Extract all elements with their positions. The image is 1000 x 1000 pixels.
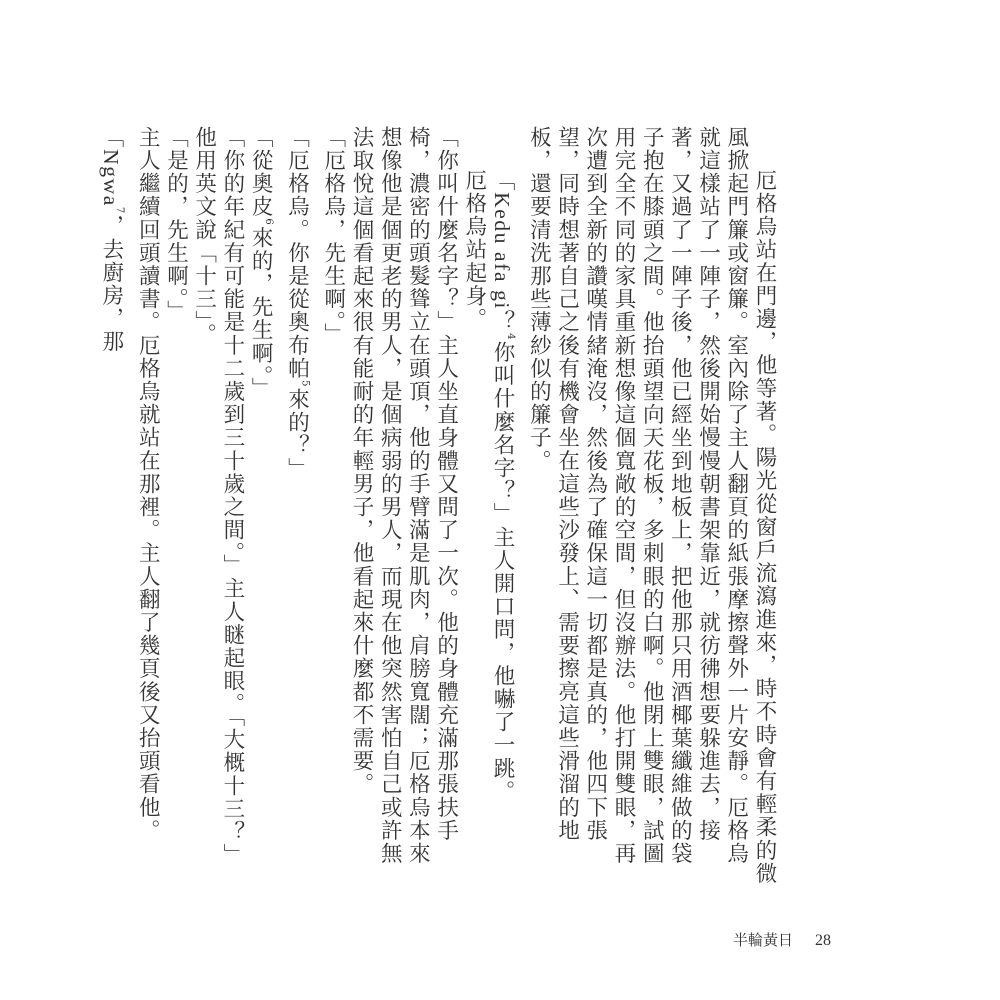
- paragraph-6-text: 「厄格烏。你是從奧布帕: [284, 126, 310, 381]
- page-number: 28: [815, 932, 832, 949]
- paragraph-7: [246, 126, 282, 886]
- question-mark: ？: [490, 310, 516, 334]
- paragraph-8: 「你的年紀有可能是十二歲到三十歲之間。」主人瞇起眼。「大概十三？」他用英文說「十三」。: [191, 126, 245, 867]
- footnote-marker-4[interactable]: 4: [505, 333, 517, 342]
- igbo-word: Ngwa: [98, 149, 123, 207]
- paragraph-6: [282, 126, 318, 886]
- paragraph-3: 厄格烏站起身。: [461, 169, 487, 331]
- footnote-marker-5[interactable]: 5: [299, 380, 311, 389]
- paragraph-4: 「你叫什麼名字？」主人坐直身體又問了一次。他的身體充滿那張扶手椅，濃密的頭髮聳立在頭頂，他的手臂滿是肌肉，肩膀寬闊；厄格烏本來想像他是個更老的男人，是個病弱的男人，而現在他突然害怕自己或許無法取悅這個看起來很有能耐的年輕男子，他看起來什麼都不需要。: [349, 126, 459, 866]
- paragraph-10-text: 主人繼續回頭讀書。厄格烏就站在那裡。主人翻了幾頁後又抬頭看他。「: [98, 126, 161, 843]
- footnote-marker-6[interactable]: 6: [263, 218, 275, 227]
- paragraph-10: [97, 126, 162, 886]
- paragraph-1: 厄格烏站在門邊，他等著。陽光從窗戶流瀉進來，時不時會有輕柔的微風掀起門簾或窗簾。室內除了主人翻頁的紙張摩擦聲外一片安靜。厄格烏就這樣站了一陣子，然後開始慢慢朝書架靠近，就彷彿想要躲進去，接著，又過了一陣子後，他已經坐到地板上，把他那只用酒椰葉纖維做的袋子抱在膝頭之間。他抬頭望向天花板，多刺眼的白啊。他閉上雙眼，試圖用完全不同的家具重新想像這個寬敞的空間，但沒辦法。他打開雙眼，再次遭到全新的讚嘆情緒淹沒，然後為了確保這一切都是真的，他四下張望，同時想著自己之後有機會坐在這些沙發上、需要擦亮這些滑溜的地板，還要清洗那些薄紗似的簾子。: [526, 126, 777, 886]
- quote-open: 「: [490, 169, 516, 193]
- vertical-text-body: [97, 126, 778, 886]
- igbo-phrase: Kedu afa gi: [490, 192, 515, 310]
- paragraph-2: [488, 126, 524, 886]
- paragraph-2-text: 你叫什麼名字？」主人開口問，他嚇了一跳。: [490, 341, 516, 804]
- book-title: 半輪黃日: [733, 931, 794, 949]
- paragraph-7-text-2: 來的，先生啊。」: [248, 226, 274, 401]
- page-footer: [733, 929, 831, 950]
- paragraph-9: 「是的，先生啊。」: [163, 126, 189, 324]
- paragraph-10-text-2: ，去廚房，那: [98, 214, 124, 354]
- paragraph-7-text: 「從奧皮: [248, 126, 274, 219]
- paragraph-6-text-2: 來的？」: [284, 388, 310, 481]
- footnote-marker-7[interactable]: 7: [114, 206, 126, 215]
- paragraph-5: 「厄格烏，先生啊。」: [320, 126, 346, 347]
